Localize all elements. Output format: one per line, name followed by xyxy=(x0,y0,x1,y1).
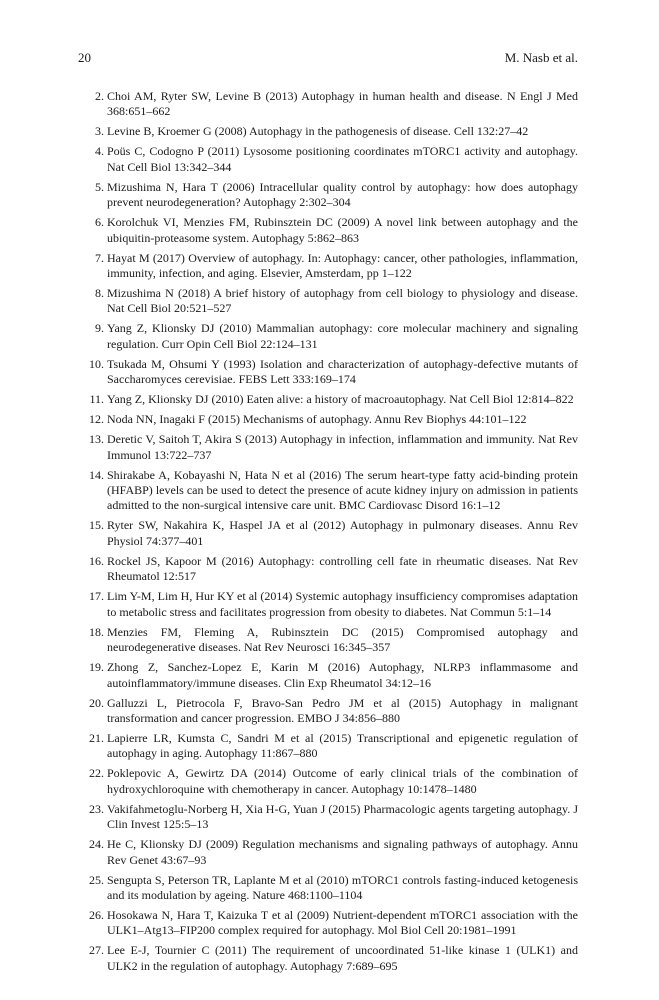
reference-text: Lapierre LR, Kumsta C, Sandri M et al (2015) Transcriptional and epigenetic regulation of autophagy in aging. Autophagy 11:867–880 xyxy=(107,730,578,761)
reference-number: 18. xyxy=(89,624,104,639)
reference-item xyxy=(78,180,578,211)
reference-item xyxy=(78,124,578,139)
reference-text: Tsukada M, Ohsumi Y (1993) Isolation and characterization of autophagy-defective mutants of Saccharomyces cerevisiae. FEBS Lett 333:169–174 xyxy=(107,356,578,387)
reference-item xyxy=(78,873,578,904)
reference-number: 7. xyxy=(95,250,104,265)
reference-item xyxy=(78,321,578,352)
reference-number: 5. xyxy=(95,179,104,194)
running-head: M. Nasb et al. xyxy=(504,50,578,65)
reference-number: 13. xyxy=(89,432,104,447)
reference-text: Poüs C, Codogno P (2011) Lysosome positioning coordinates mTORC1 activity and autophagy. Nat Cell Biol 13:342–344 xyxy=(107,144,578,174)
reference-text: He C, Klionsky DJ (2009) Regulation mechanisms and signaling pathways of autophagy. Annu Rev Genet 43:67–93 xyxy=(107,837,578,867)
reference-number: 9. xyxy=(95,321,104,336)
reference-number: 8. xyxy=(95,286,104,301)
reference-number: 25. xyxy=(89,872,104,887)
reference-text: Korolchuk VI, Menzies FM, Rubinsztein DC (2009) A novel link between autophagy and the ubiquitin-proteasome system. Autophagy 5:862–863 xyxy=(107,215,578,245)
reference-number: 3. xyxy=(95,124,104,139)
page-number: 20 xyxy=(78,50,91,65)
reference-text: Shirakabe A, Kobayashi N, Hata N et al (2016) The serum heart-type fatty acid-binding protein (HFABP) levels can be used to detect the presence of acute kidney injury on admission in patients admitted to the non-surgical intensive care unit. BMC Cardiovasc Disord 16:1–12 xyxy=(107,467,578,513)
reference-number: 20. xyxy=(89,695,104,710)
reference-text: Yang Z, Klionsky DJ (2010) Eaten alive: a history of macroautophagy. Nat Cell Biol 12:814–822 xyxy=(107,392,574,407)
reference-number: 24. xyxy=(89,837,104,852)
reference-number: 2. xyxy=(95,89,104,103)
reference-text: Yang Z, Klionsky DJ (2010) Mammalian autophagy: core molecular machinery and signaling regulation. Curr Opin Cell Biol 22:124–131 xyxy=(107,321,578,351)
reference-number: 6. xyxy=(95,215,104,230)
reference-item xyxy=(78,731,578,762)
reference-item xyxy=(78,908,578,939)
reference-text: Rockel JS, Kapoor M (2016) Autophagy: controlling cell fate in rheumatic diseases. Nat Rev Rheumatol 12:517 xyxy=(107,553,578,584)
reference-item xyxy=(78,589,578,620)
reference-text: Zhong Z, Sanchez-Lopez E, Karin M (2016) Autophagy, NLRP3 inflammasome and autoinflammatory/immune diseases. Clin Exp Rheumatol 34:12–16 xyxy=(107,660,578,690)
reference-number: 22. xyxy=(89,766,104,781)
reference-item xyxy=(78,660,578,691)
reference-number: 12. xyxy=(89,412,104,427)
reference-item xyxy=(78,518,578,549)
reference-item xyxy=(78,286,578,317)
page-header xyxy=(78,50,578,68)
reference-number: 27. xyxy=(89,943,104,958)
reference-item xyxy=(78,554,578,585)
reference-text: Hayat M (2017) Overview of autophagy. In: Autophagy: cancer, other pathologies, inflammation, immunity, infection, and aging. Elsevier, Amsterdam, pp 1–122 xyxy=(107,250,578,281)
reference-text: Lim Y-M, Lim H, Hur KY et al (2014) Systemic autophagy insufficiency compromises adaptation to metabolic stress and facilitates progression from obesity to diabetes. Nat Commun 5:1–14 xyxy=(107,589,578,619)
reference-number: 19. xyxy=(89,660,104,675)
reference-text: Mizushima N (2018) A brief history of autophagy from cell biology to physiology and disease. Nat Cell Biol 20:521–527 xyxy=(107,286,578,316)
reference-item xyxy=(78,943,578,974)
reference-text: Hosokawa N, Hara T, Kaizuka T et al (2009) Nutrient-dependent mTORC1 association with the ULK1–Atg13–FIP200 complex required for autophagy. Mol Biol Cell 20:1981–1991 xyxy=(107,907,578,938)
reference-number: 16. xyxy=(89,553,104,568)
reference-text: Poklepovic A, Gewirtz DA (2014) Outcome of early clinical trials of the combination of hydroxychloroquine with chemotherapy in cancer. Autophagy 10:1478–1480 xyxy=(107,766,578,796)
reference-number: 10. xyxy=(89,356,104,371)
reference-item xyxy=(78,432,578,463)
reference-item xyxy=(78,89,578,120)
reference-item xyxy=(78,251,578,282)
reference-item xyxy=(78,837,578,868)
reference-text: Menzies FM, Fleming A, Rubinsztein DC (2015) Compromised autophagy and neurodegenerative diseases. Nat Rev Neurosci 16:345–357 xyxy=(107,624,578,655)
reference-item xyxy=(78,766,578,797)
reference-text: Vakifahmetoglu-Norberg H, Xia H-G, Yuan J (2015) Pharmacologic agents targeting autophagy. J Clin Invest 125:5–13 xyxy=(107,801,578,832)
reference-text: Deretic V, Saitoh T, Akira S (2013) Autophagy in infection, inflammation and immunity. Nat Rev Immunol 13:722–737 xyxy=(107,432,578,462)
reference-number: 26. xyxy=(89,907,104,922)
reference-item xyxy=(78,625,578,656)
reference-item xyxy=(78,696,578,727)
reference-number: 4. xyxy=(95,144,104,159)
reference-number: 15. xyxy=(89,518,104,533)
reference-item xyxy=(78,357,578,388)
reference-text: Noda NN, Inagaki F (2015) Mechanisms of autophagy. Annu Rev Biophys 44:101–122 xyxy=(107,412,527,427)
reference-list xyxy=(78,89,578,979)
reference-item xyxy=(78,412,578,427)
reference-text: Mizushima N, Hara T (2006) Intracellular quality control by autophagy: how does autophagy prevent neurodegeneration? Autophagy 2:302–304 xyxy=(107,179,578,210)
reference-item xyxy=(78,392,578,407)
reference-number: 21. xyxy=(89,730,104,745)
reference-item xyxy=(78,215,578,246)
reference-text: Choi AM, Ryter SW, Levine B (2013) Autophagy in human health and disease. N Engl J Med 368:651–662 xyxy=(107,89,578,119)
reference-number: 17. xyxy=(89,589,104,604)
reference-number: 11. xyxy=(89,392,104,407)
reference-text: Ryter SW, Nakahira K, Haspel JA et al (2012) Autophagy in pulmonary diseases. Annu Rev Physiol 74:377–401 xyxy=(107,518,578,548)
reference-number: 23. xyxy=(89,801,104,816)
reference-item xyxy=(78,144,578,175)
reference-text: Lee E-J, Tournier C (2011) The requirement of uncoordinated 51-like kinase 1 (ULK1) and ULK2 in the regulation of autophagy. Autophagy 7:689–695 xyxy=(107,943,578,973)
reference-item xyxy=(78,802,578,833)
reference-text: Sengupta S, Peterson TR, Laplante M et al (2010) mTORC1 controls fasting-induced ketogenesis and its modulation by ageing. Nature 468:1100–1104 xyxy=(107,872,578,902)
reference-number: 14. xyxy=(89,467,104,482)
reference-text: Levine B, Kroemer G (2008) Autophagy in the pathogenesis of disease. Cell 132:27–42 xyxy=(107,124,529,139)
reference-item xyxy=(78,468,578,514)
reference-text: Galluzzi L, Pietrocola F, Bravo-San Pedro JM et al (2015) Autophagy in malignant transformation and cancer progression. EMBO J 34:856–880 xyxy=(107,695,578,725)
